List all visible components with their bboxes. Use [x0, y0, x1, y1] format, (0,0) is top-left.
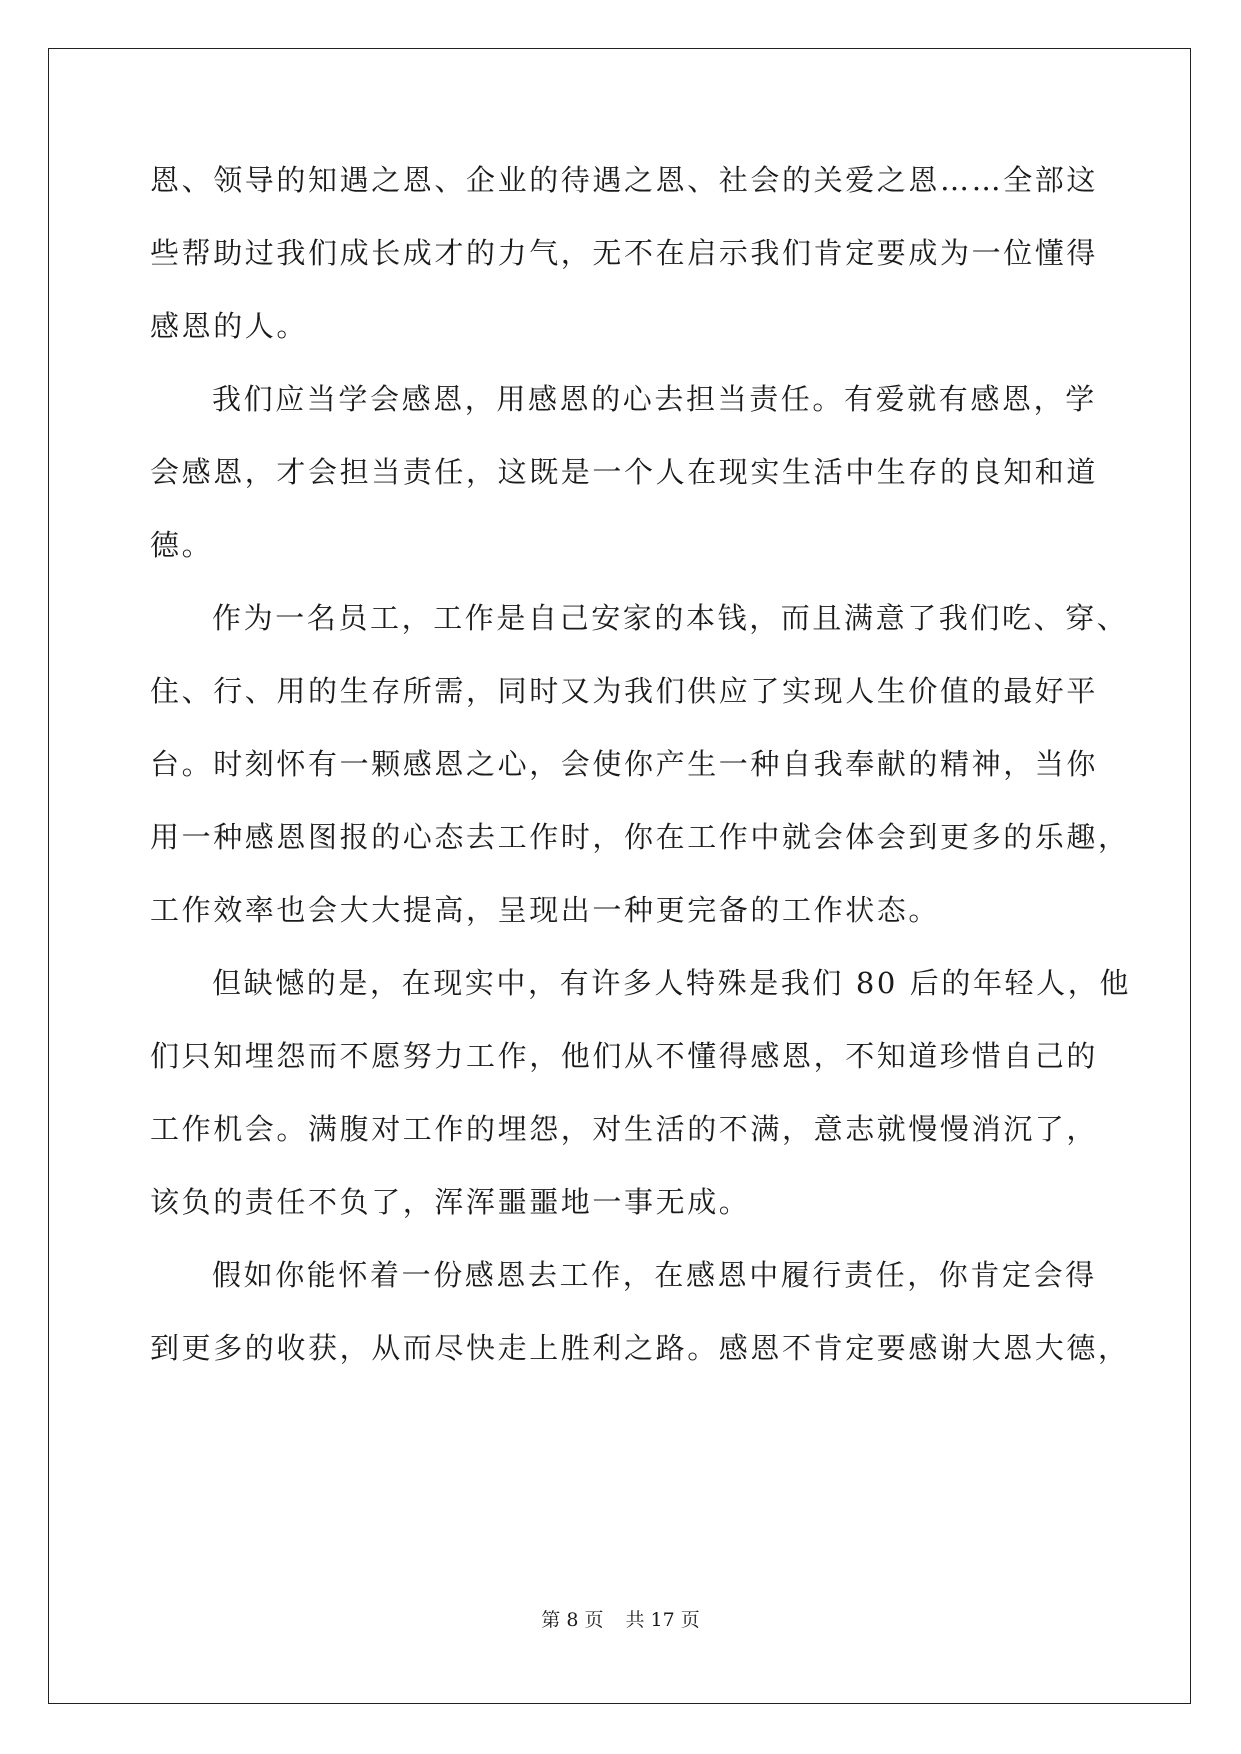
- paragraph-start-line: 作为一名员工，工作是自己安家的本钱，而且满意了我们吃、穿、: [212, 601, 1129, 635]
- text-line: 们只知埋怨而不愿努力工作，他们从不懂得感恩，不知道珍惜自己的: [150, 1039, 1099, 1073]
- text-line: 到更多的收获，从而尽快走上胜利之路。感恩不肯定要感谢大恩大德，: [150, 1331, 1130, 1365]
- paragraph-start-line: 我们应当学会感恩，用感恩的心去担当责任。有爱就有感恩，学: [212, 382, 1097, 416]
- text-line: 恩、领导的知遇之恩、企业的待遇之恩、社会的关爱之恩……全部这: [150, 163, 1099, 197]
- text-line: 工作效率也会大大提高，呈现出一种更完备的工作状态。: [150, 893, 941, 927]
- paragraph-start-line: 但缺憾的是，在现实中，有许多人特殊是我们 80 后的年轻人，他: [212, 966, 1131, 1000]
- text-line: 台。时刻怀有一颗感恩之心，会使你产生一种自我奉献的精神，当你: [150, 747, 1099, 781]
- text-line: 工作机会。满腹对工作的埋怨，对生活的不满，意志就慢慢消沉了，: [150, 1112, 1099, 1146]
- page-footer: [0, 1608, 1241, 1632]
- text-line: 会感恩，才会担当责任，这既是一个人在现实生活中生存的良知和道: [150, 455, 1099, 489]
- page-border: [48, 48, 1191, 1704]
- text-line: 住、行、用的生存所需，同时又为我们供应了实现人生价值的最好平: [150, 674, 1099, 708]
- text-line: 些帮助过我们成长成才的力气，无不在启示我们肯定要成为一位懂得: [150, 236, 1099, 270]
- text-line: 用一种感恩图报的心态去工作时，你在工作中就会体会到更多的乐趣，: [150, 820, 1130, 854]
- paragraph-start-line: 假如你能怀着一份感恩去工作，在感恩中履行责任，你肯定会得: [212, 1258, 1097, 1292]
- text-line: 该负的责任不负了，浑浑噩噩地一事无成。: [150, 1185, 751, 1219]
- text-line: 德。: [150, 528, 214, 562]
- current-page-number: 第 8 页: [541, 1609, 604, 1631]
- total-pages: 共 17 页: [625, 1609, 700, 1631]
- text-line: 感恩的人。: [150, 309, 309, 343]
